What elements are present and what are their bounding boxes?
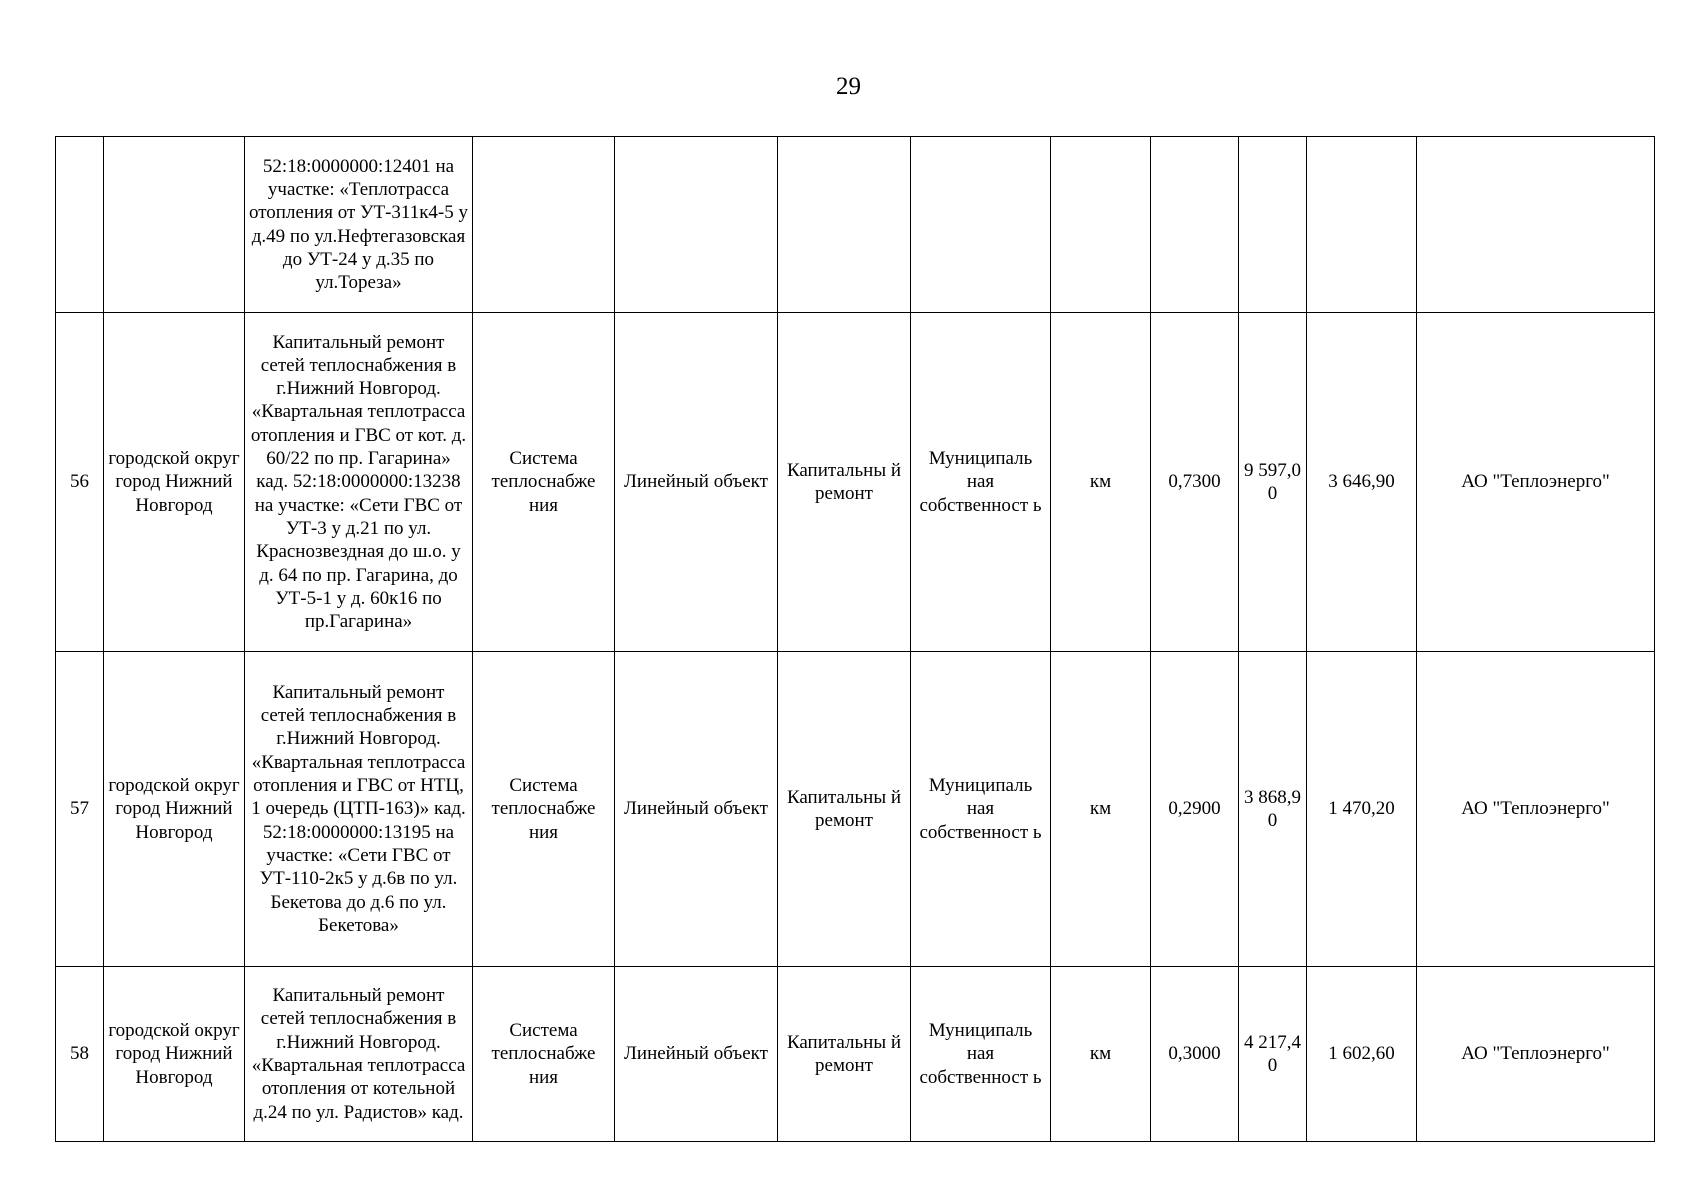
cell-organization: АО "Теплоэнерго" bbox=[1417, 652, 1655, 967]
cell-length: 0,7300 bbox=[1151, 313, 1239, 652]
cell-number bbox=[56, 137, 104, 313]
table-row bbox=[56, 967, 1655, 1142]
cell-unit bbox=[1051, 137, 1151, 313]
cell-description: Капитальный ремонт сетей теплоснабжения в г.Нижний Новгород. «Квартальная теплотрасса отопления и ГВС от кот. д. 60/22 по пр. Гагарина» кад. 52:18:0000000:13238 на участке: «Сети ГВС от УТ-3 у д.21 по ул. Краснозвездная до ш.о. у д. 64 по пр. Гагарина, до УТ-5-1 у д. 60к16 по пр.Гагарина» bbox=[245, 313, 473, 652]
cell-length bbox=[1151, 137, 1239, 313]
cell-system: Система теплоснабже ния bbox=[473, 313, 615, 652]
cell-organization: АО "Теплоэнерго" bbox=[1417, 313, 1655, 652]
cell-cost-total bbox=[1239, 137, 1307, 313]
cell-length: 0,3000 bbox=[1151, 967, 1239, 1142]
cell-municipality bbox=[104, 137, 245, 313]
cell-description: Капитальный ремонт сетей теплоснабжения в г.Нижний Новгород. «Квартальная теплотрасса отопления и ГВС от НТЦ, 1 очередь (ЦТП-163)» кад. 52:18:0000000:13195 на участке: «Сети ГВС от УТ-110-2к5 у д.6в по ул. Бекетова до д.6 по ул. Бекетова» bbox=[245, 652, 473, 967]
cell-length: 0,2900 bbox=[1151, 652, 1239, 967]
table-row bbox=[56, 137, 1655, 313]
cell-cost-total: 4 217,4 0 bbox=[1239, 967, 1307, 1142]
registry-table bbox=[55, 136, 1655, 1142]
cell-system: Система теплоснабже ния bbox=[473, 652, 615, 967]
cell-number: 57 bbox=[56, 652, 104, 967]
cell-ownership bbox=[911, 137, 1051, 313]
cell-object-type bbox=[615, 137, 778, 313]
cell-municipality: городской округ город Нижний Новгород bbox=[104, 967, 245, 1142]
cell-cost-part: 1 602,60 bbox=[1307, 967, 1417, 1142]
table-row bbox=[56, 313, 1655, 652]
cell-unit: км bbox=[1051, 967, 1151, 1142]
cell-work-type bbox=[778, 137, 911, 313]
cell-unit: км bbox=[1051, 652, 1151, 967]
cell-number: 56 bbox=[56, 313, 104, 652]
cell-system bbox=[473, 137, 615, 313]
cell-ownership: Муниципаль ная собственност ь bbox=[911, 313, 1051, 652]
cell-cost-total: 9 597,0 0 bbox=[1239, 313, 1307, 652]
cell-description: Капитальный ремонт сетей теплоснабжения в г.Нижний Новгород. «Квартальная теплотрасса отопления от котельной д.24 по ул. Радистов» кад. bbox=[245, 967, 473, 1142]
cell-object-type: Линейный объект bbox=[615, 313, 778, 652]
cell-cost-total: 3 868,9 0 bbox=[1239, 652, 1307, 967]
cell-cost-part: 3 646,90 bbox=[1307, 313, 1417, 652]
table-row bbox=[56, 652, 1655, 967]
cell-object-type: Линейный объект bbox=[615, 967, 778, 1142]
cell-ownership: Муниципаль ная собственност ь bbox=[911, 967, 1051, 1142]
cell-work-type: Капитальны й ремонт bbox=[778, 967, 911, 1142]
cell-municipality: городской округ город Нижний Новгород bbox=[104, 652, 245, 967]
cell-system: Система теплоснабже ния bbox=[473, 967, 615, 1142]
cell-organization: АО "Теплоэнерго" bbox=[1417, 967, 1655, 1142]
cell-organization bbox=[1417, 137, 1655, 313]
cell-cost-part: 1 470,20 bbox=[1307, 652, 1417, 967]
cell-cost-part bbox=[1307, 137, 1417, 313]
cell-ownership: Муниципаль ная собственност ь bbox=[911, 652, 1051, 967]
cell-description: 52:18:0000000:12401 на участке: «Теплотрасса отопления от УТ-311к4-5 у д.49 по ул.Нефтегазовская до УТ-24 у д.35 по ул.Тореза» bbox=[245, 137, 473, 313]
cell-work-type: Капитальны й ремонт bbox=[778, 652, 911, 967]
cell-object-type: Линейный объект bbox=[615, 652, 778, 967]
cell-unit: км bbox=[1051, 313, 1151, 652]
cell-number: 58 bbox=[56, 967, 104, 1142]
cell-work-type: Капитальны й ремонт bbox=[778, 313, 911, 652]
page-number: 29 bbox=[836, 73, 861, 100]
cell-municipality: городской округ город Нижний Новгород bbox=[104, 313, 245, 652]
